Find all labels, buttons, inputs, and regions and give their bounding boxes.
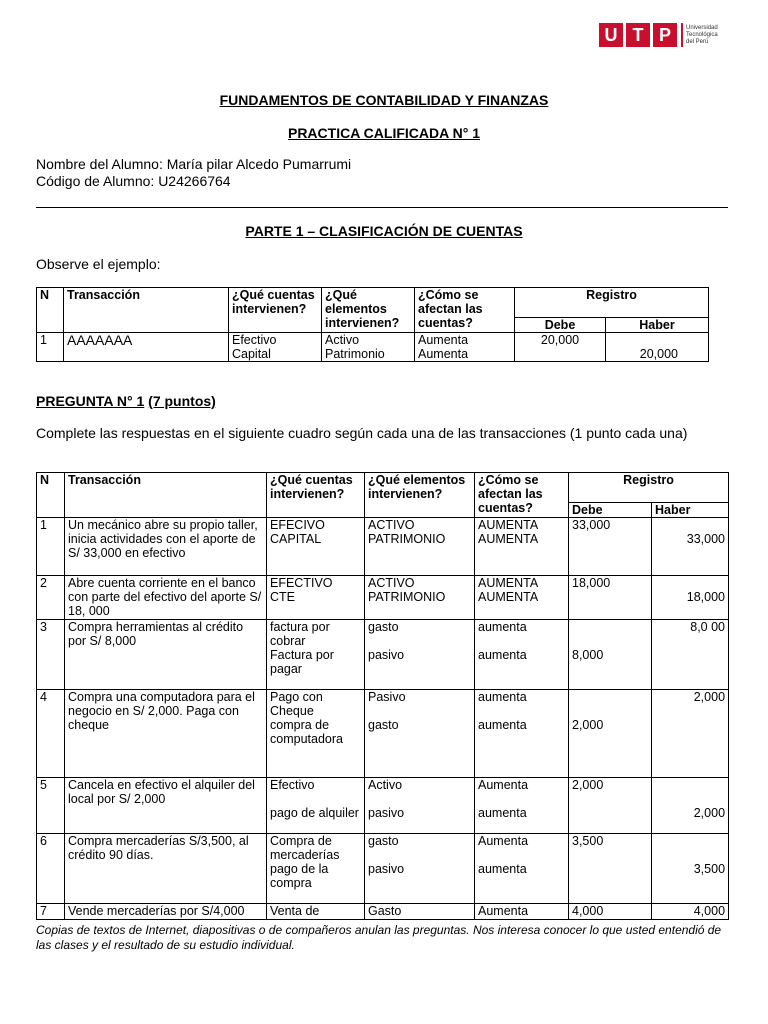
cell-elementos-line-2: PATRIMONIO [368,532,446,546]
cell-como [475,518,569,576]
example-header-haber: Haber [606,318,709,333]
main-header-n: N [37,473,65,518]
cell-transaccion: Vende mercaderías por S/4,000 [65,904,267,920]
cell-como [475,690,569,778]
cell-cuentas [267,904,365,920]
example-header-como: ¿Cómo se afectan las cuentas? [415,288,515,333]
cell-cuentas-line-2: Factura por pagar [270,648,334,676]
cell-como [475,834,569,904]
cell-transaccion: Cancela en efectivo el alquiler del local por S/ 2,000 [65,778,267,834]
cell-elementos-line-1: Gasto [368,904,402,918]
cell-n: 4 [37,690,65,778]
cell-cuentas-line-2: CTE [270,590,295,604]
example-cell-debe: 20,000 [515,333,606,362]
cell-como-line-2: AUMENTA [478,590,539,604]
cell-como [475,904,569,920]
cell-como-line-1: Aumenta [478,904,529,918]
cell-cuentas [267,576,365,620]
cell-debe [569,620,652,690]
example-header-debe: Debe [515,318,606,333]
cell-haber [652,834,729,904]
example-cuenta-1: Efectivo [232,333,277,347]
cell-como-line-2: aumenta [478,648,527,662]
divider-line [36,207,728,208]
example-cuenta-2: Capital [232,347,271,361]
table-row [37,518,729,576]
cell-como-line-1: AUMENTA [478,576,539,590]
example-header-transaccion: Transacción [64,288,229,333]
cell-debe [569,778,652,834]
main-header-elementos: ¿Qué elementos intervienen? [365,473,475,518]
cell-elementos-line-2: pasivo [368,862,405,876]
example-header-cuentas: ¿Qué cuentas intervienen? [229,288,322,333]
example-cell-cuentas [229,333,322,362]
cell-haber-line-1: 4,000 [693,904,726,918]
cell-transaccion: Compra mercaderías S/3,500, al crédito 90 días. [65,834,267,904]
question1-label: PREGUNTA N° 1 [36,393,145,409]
cell-cuentas-line-2: pago de alquiler [270,806,359,820]
cell-cuentas-line-1: Efectivo [270,778,315,792]
cell-haber-line-2: 3,500 [693,862,726,876]
cell-como-line-2: aumenta [478,718,527,732]
table-row [37,834,729,904]
question1-heading [36,393,216,409]
cell-elementos [365,518,475,576]
student-name: Nombre del Alumno: María pilar Alcedo Pumarrumi [36,156,352,172]
cell-cuentas-line-1: factura por cobrar [270,620,330,648]
cell-como-line-1: Aumenta [478,778,529,792]
part1-intro: Observe el ejemplo: [36,256,161,272]
cell-elementos-line-1: Pasivo [368,690,406,704]
table-row [37,690,729,778]
example-cell-elementos [322,333,415,362]
cell-como [475,620,569,690]
cell-haber-line-2: 33,000 [686,532,726,546]
cell-cuentas-line-1: Pago con Cheque [270,690,323,718]
cell-como-line-1: aumenta [478,620,527,634]
cell-cuentas [267,690,365,778]
cell-como-line-2: aumenta [478,862,527,876]
practice-title: PRACTICA CALIFICADA N° 1 [287,125,480,141]
cell-elementos-line-1: Activo [368,778,403,792]
cell-elementos-line-1: gasto [368,620,399,634]
cell-haber-line-2: 2,000 [693,806,726,820]
logo-letter-u: U [599,23,623,47]
main-table [36,472,729,920]
cell-cuentas-line-1: EFECTIVO [270,576,333,590]
cell-n: 1 [37,518,65,576]
footer-note: Copias de textos de Internet, diapositivas o de compañeros anulan las preguntas. Nos interesa conocer lo que usted entendió de las clases y el resultado de su estudio individual. [36,923,722,952]
cell-como [475,576,569,620]
cell-cuentas [267,620,365,690]
cell-transaccion: Un mecánico abre su propio taller, inicia actividades con el aporte de S/ 33,000 en efectivo [65,518,267,576]
cell-debe [569,690,652,778]
cell-cuentas-line-2: CAPITAL [270,532,322,546]
cell-debe [569,576,652,620]
logo-text-line-2: Tecnológica [686,31,718,38]
main-header-registro: Registro [569,473,729,503]
main-table-body [37,518,729,920]
course-title: FUNDAMENTOS DE CONTABILIDAD Y FINANZAS [219,92,549,108]
cell-n: 7 [37,904,65,920]
cell-haber-line-1: 2,000 [693,690,726,704]
main-header-cuentas: ¿Qué cuentas intervienen? [267,473,365,518]
cell-debe-line-1: 4,000 [572,904,604,918]
cell-n: 6 [37,834,65,904]
cell-elementos-line-1: gasto [368,834,399,848]
example-header-elementos: ¿Qué elementos intervienen? [322,288,415,333]
logo-text-line-1: Universidad [686,24,718,31]
logo-divider [681,23,683,47]
cell-debe-line-2: 8,000 [572,648,604,662]
cell-transaccion: Compra herramientas al crédito por S/ 8,000 [65,620,267,690]
cell-elementos-line-2: pasivo [368,648,405,662]
example-como-1: Aumenta [418,333,469,347]
cell-elementos-line-2: PATRIMONIO [368,590,446,604]
cell-debe [569,518,652,576]
cell-como-line-1: aumenta [478,690,527,704]
example-cell-transaccion: AAAAAAA [64,333,229,362]
cell-debe [569,904,652,920]
cell-debe [569,834,652,904]
cell-haber [652,518,729,576]
cell-debe-line-2: 2,000 [572,718,604,732]
cell-cuentas [267,834,365,904]
cell-cuentas [267,518,365,576]
cell-elementos [365,834,475,904]
example-cell-n: 1 [37,333,64,362]
cell-elementos [365,904,475,920]
example-elemento-1: Activo [325,333,360,347]
cell-haber [652,620,729,690]
cell-haber [652,576,729,620]
cell-como [475,778,569,834]
cell-elementos [365,690,475,778]
cell-haber [652,904,729,920]
cell-n: 5 [37,778,65,834]
logo-text-line-3: del Perú [686,38,709,45]
main-header-debe: Debe [569,503,652,518]
example-header-n: N [37,288,64,333]
part1-title: PARTE 1 – CLASIFICACIÓN DE CUENTAS [245,223,523,239]
cell-elementos-line-2: gasto [368,718,399,732]
cell-transaccion: Compra una computadora para el negocio en S/ 2,000. Paga con cheque [65,690,267,778]
question1-points: (7 puntos) [148,393,216,409]
logo-letter-p: P [653,23,677,47]
cell-elementos-line-1: ACTIVO [368,518,415,532]
question1-instruction: Complete las respuestas en el siguiente cuadro según cada una de las transacciones (1 punto cada una) [36,425,688,441]
cell-debe-line-1: 18,000 [572,576,611,590]
cell-elementos-line-1: ACTIVO [368,576,415,590]
cell-elementos [365,778,475,834]
logo-text [686,25,718,46]
example-como-2: Aumenta [418,347,469,361]
cell-como-line-1: AUMENTA [478,518,539,532]
example-cell-como [415,333,515,362]
logo-letter-t: T [626,23,650,47]
cell-cuentas-line-1: Compra de mercaderías [270,834,340,862]
cell-cuentas-line-2: pago de la compra [270,862,329,890]
example-cell-haber: 20,000 [606,333,709,362]
cell-elementos-line-2: pasivo [368,806,405,820]
main-header-como: ¿Cómo se afectan las cuentas? [475,473,569,518]
main-header-haber: Haber [652,503,729,518]
cell-debe-line-1: 3,500 [572,834,604,848]
cell-n: 2 [37,576,65,620]
cell-cuentas-line-1: Venta de [270,904,320,918]
cell-elementos [365,620,475,690]
example-header-registro: Registro [515,288,709,318]
cell-transaccion: Abre cuenta corriente en el banco con parte del efectivo del aporte S/ 18, 000 [65,576,267,620]
cell-debe-line-1: 2,000 [572,778,604,792]
cell-cuentas-line-1: EFECIVO [270,518,325,532]
main-header-transaccion: Transacción [65,473,267,518]
cell-debe-line-1: 33,000 [572,518,611,532]
table-row [37,576,729,620]
utp-logo [599,22,729,48]
table-row [37,778,729,834]
cell-haber-line-2: 18,000 [686,590,726,604]
cell-haber [652,778,729,834]
table-row [37,904,729,920]
cell-como-line-2: AUMENTA [478,532,539,546]
student-code: Código de Alumno: U24266764 [36,173,231,189]
cell-haber-line-1: 8,0 00 [690,620,726,634]
cell-elementos [365,576,475,620]
table-row [37,620,729,690]
cell-n: 3 [37,620,65,690]
cell-haber [652,690,729,778]
cell-como-line-2: aumenta [478,806,527,820]
example-elemento-2: Patrimonio [325,347,385,361]
cell-como-line-1: Aumenta [478,834,529,848]
example-row [37,333,709,362]
cell-cuentas [267,778,365,834]
cell-cuentas-line-2: compra de computadora [270,718,343,746]
example-table [36,287,709,362]
